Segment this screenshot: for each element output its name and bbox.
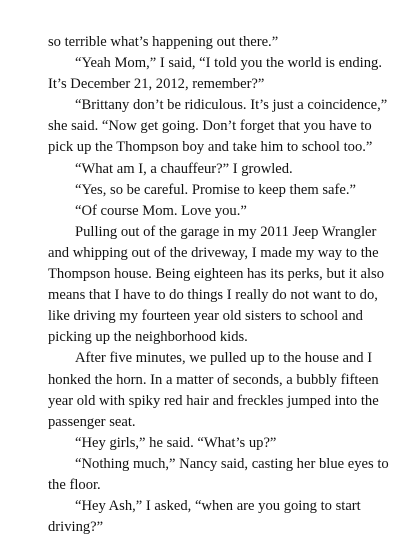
text-line: she said. “Now get going. Don’t forget that you have to xyxy=(48,118,372,135)
text-line: “Brittany don’t be ridiculous. It’s just a coincidence,” xyxy=(75,97,388,114)
text-line: means that I have to do things I really do not want to do, xyxy=(48,287,378,304)
text-line: so terrible what’s happening out there.” xyxy=(48,34,279,50)
text-line: the floor. xyxy=(48,476,101,493)
text-line: picking up the neighborhood kids. xyxy=(48,329,248,346)
text-line: and whipping out of the driveway, I made my way to the xyxy=(48,244,379,261)
text-line: After five minutes, we pulled up to the house and I xyxy=(75,350,373,367)
text-line: honked the horn. In a matter of seconds, a bubbly fifteen xyxy=(48,371,379,388)
text-line: Pulling out of the garage in my 2011 Jeep Wrangler xyxy=(75,223,377,240)
text-line: “Yeah Mom,” I said, “I told you the world is ending. xyxy=(75,55,382,72)
text-line: passenger seat. xyxy=(48,413,136,430)
text-line: pick up the Thompson boy and take him to school too.” xyxy=(48,139,373,156)
text-line: “Yes, so be careful. Promise to keep them safe.” xyxy=(75,181,356,198)
text-line: “Of course Mom. Love you.” xyxy=(75,202,247,219)
text-line: like driving my fourteen year old sisters to school and xyxy=(48,308,363,325)
text-line: It’s December 21, 2012, remember?” xyxy=(48,76,265,93)
text-line: “Hey Ash,” I asked, “when are you going to start xyxy=(75,498,361,515)
text-line: “Nothing much,” Nancy said, casting her blue eyes to xyxy=(75,455,389,472)
text-line: year old with spiky red hair and freckles jumped into the xyxy=(48,392,379,409)
body-text xyxy=(48,32,388,538)
text-line: Thompson house. Being eighteen has its perks, but it also xyxy=(48,266,385,283)
text-line: driving?” xyxy=(48,519,104,536)
text-line: “What am I, a chauffeur?” I growled. xyxy=(75,160,293,177)
text-line: “Hey girls,” he said. “What’s up?” xyxy=(75,434,277,451)
